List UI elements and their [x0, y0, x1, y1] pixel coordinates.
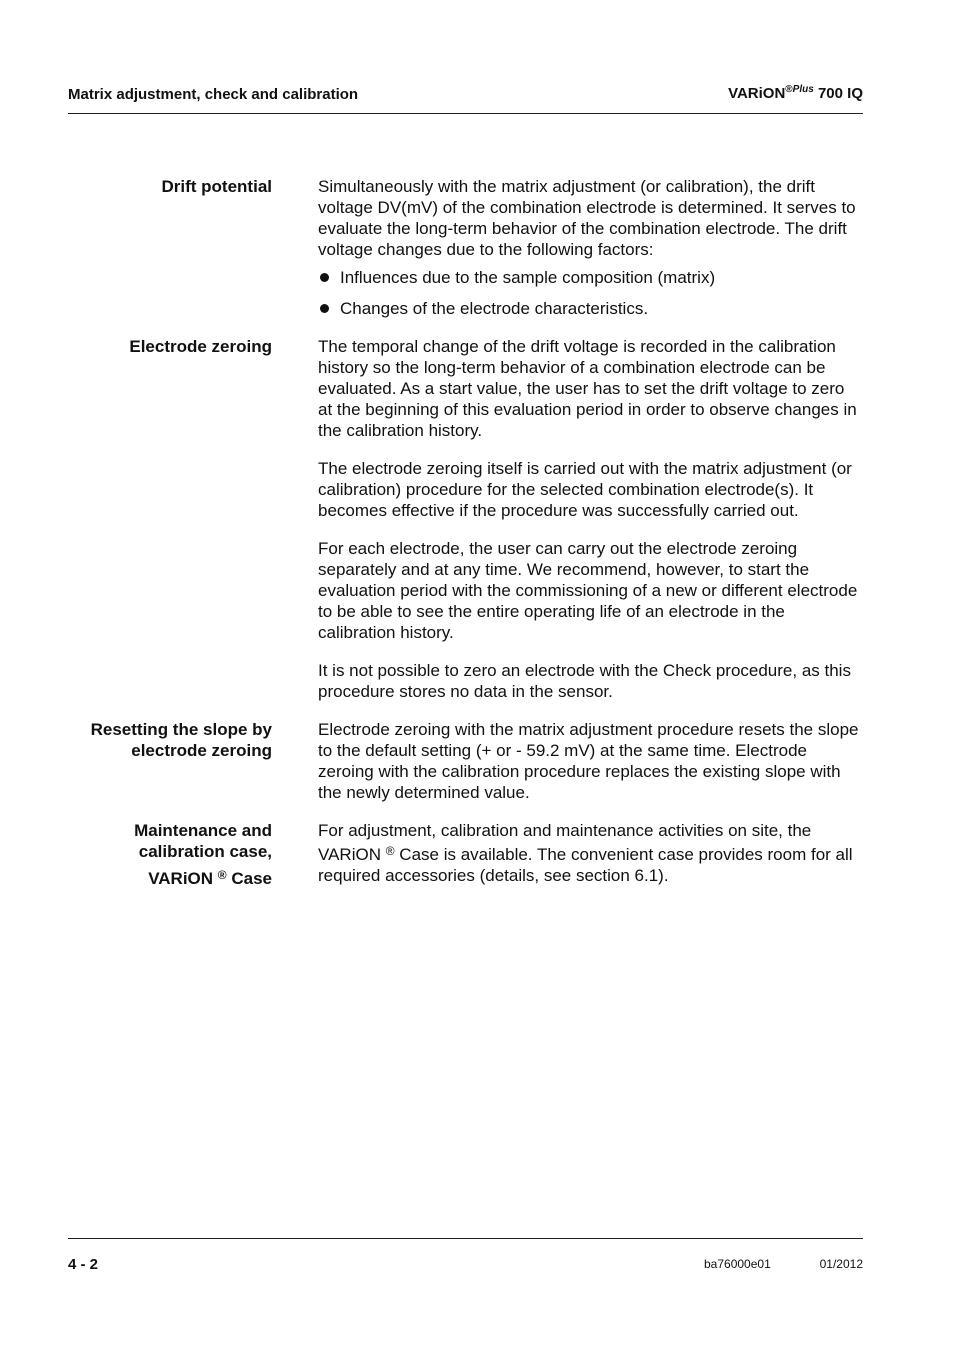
body-resetting-slope: [318, 719, 863, 820]
bullet-item: [318, 267, 863, 288]
side-heading-line: [68, 865, 272, 889]
side-heading-line: Resetting the slope by: [90, 720, 272, 739]
registered-mark: ®: [785, 84, 793, 95]
paragraph: For each electrode, the user can carry out the electrode zeroing separately and at any time. We recommend, however, to start the evaluation period with the commissioning of a new or different electrode to be able to see the entire operating life of an electrode in the calibration history.: [318, 539, 858, 642]
body-drift-potential: [318, 176, 863, 329]
document-date: 01/2012: [819, 1257, 863, 1271]
registered-mark: ®: [385, 844, 395, 858]
page-number: 4 - 2: [68, 1256, 99, 1273]
header-section-title: Matrix adjustment, check and calibration: [68, 86, 359, 103]
heading-suffix: Case: [226, 869, 272, 888]
paragraph: [318, 820, 863, 886]
registered-mark: ®: [217, 868, 227, 882]
footer-divider: [68, 1238, 863, 1239]
header-product-name: VARiON: [728, 85, 786, 102]
side-heading-line: electrode zeroing: [131, 741, 272, 760]
side-heading-resetting-slope: [68, 719, 272, 761]
bullet-text: Influences due to the sample composition (matrix): [340, 268, 716, 287]
bullet-text: Changes of the electrode characteristics.: [340, 299, 649, 318]
bullet-dot-icon: [318, 298, 340, 319]
text-before: For adjustment, calibration and maintenance activities on site, the VARiON: [318, 821, 812, 864]
paragraph: The electrode zeroing itself is carried out with the matrix adjustment (or calibration) procedure for the selected combination electrode(s). It becomes effective if the procedure was successfully carried out.: [318, 459, 852, 520]
body-maintenance-case: [318, 820, 863, 903]
header-product: [728, 84, 863, 102]
header-product-model: 700 IQ: [813, 85, 863, 102]
body-electrode-zeroing: [318, 336, 863, 719]
side-heading-electrode-zeroing: Electrode zeroing: [129, 337, 272, 356]
side-heading-drift-potential: Drift potential: [161, 177, 272, 196]
paragraph: Electrode zeroing with the matrix adjustment procedure resets the slope to the default setting (+ or - 59.2 mV) at the same time. Electrode zeroing with the calibration procedure replaces the existing slope with the newly determined value.: [318, 720, 859, 802]
side-heading-line: calibration case,: [138, 842, 272, 861]
header-product-plus: Plus: [792, 84, 814, 95]
page-header: [68, 84, 863, 114]
brand-name: VARiON: [148, 869, 214, 888]
text-after: Case is available. The convenient case provides room for all required accessories (details, see section 6.1).: [318, 845, 853, 885]
side-heading-maintenance-case: [68, 820, 272, 889]
paragraph: The temporal change of the drift voltage is recorded in the calibration history so the long-term behavior of a combination electrode can be evaluated. As a start value, the user has to set the drift voltage to zero at the beginning of this evaluation period in order to observe changes in the calibration history.: [318, 337, 857, 440]
paragraph: It is not possible to zero an electrode with the Check procedure, as this procedure stores no data in the sensor.: [318, 661, 851, 701]
side-heading-line: Maintenance and: [134, 821, 272, 840]
bullet-dot-icon: [318, 267, 340, 288]
document-id: ba76000e01: [704, 1257, 771, 1271]
paragraph: Simultaneously with the matrix adjustment (or calibration), the drift voltage DV(mV) of the combination electrode is determined. It serves to evaluate the long-term behavior of the combination electrode. The drift voltage changes due to the following factors:: [318, 177, 856, 259]
bullet-item: [318, 298, 863, 319]
